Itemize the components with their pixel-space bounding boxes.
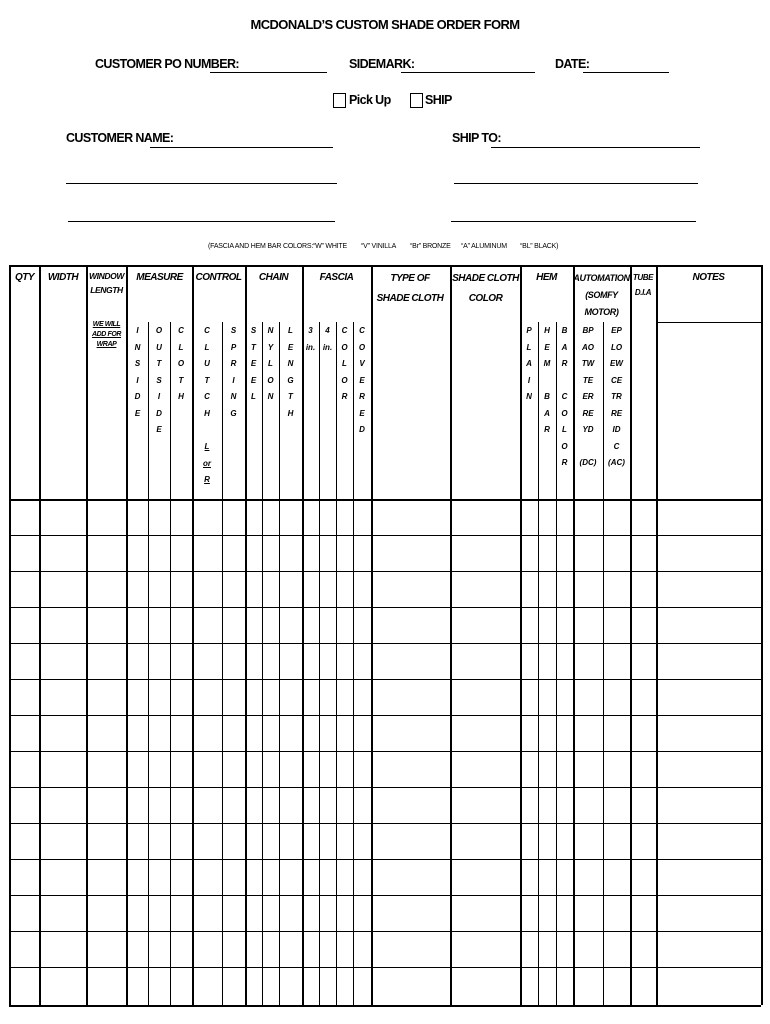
sub-spring: S P R I N G <box>230 326 237 418</box>
table-row <box>9 787 761 788</box>
customer-name-line-3[interactable] <box>68 221 335 222</box>
color-black: “BL” BLACK) <box>520 243 559 250</box>
col-hem: HEM <box>536 272 557 283</box>
ship-to-label: SHIP TO: <box>452 131 501 145</box>
customer-name-field[interactable] <box>150 147 333 148</box>
col-automation: AUTOMATION (SOMFY MOTOR) <box>573 273 630 317</box>
table-row <box>9 715 761 716</box>
sub-fascia-3in: 3 in. <box>305 326 316 352</box>
sub-electric-powered: EP LO EW CE TR RE ID C <box>610 326 623 451</box>
table-column-divider <box>302 265 304 1005</box>
col-window-length: WINDOW LENGTH <box>89 271 124 295</box>
ship-to-field[interactable] <box>491 147 700 148</box>
table-row <box>9 535 761 536</box>
sub-bar-color: B A R C O L O R <box>561 326 568 467</box>
date-label: DATE: <box>555 57 590 71</box>
table-header-bottom <box>9 499 761 501</box>
sub-cloth: C L O T H <box>177 326 185 401</box>
col-type-of-shade-cloth: TYPE OF SHADE CLOTH <box>376 273 444 304</box>
col-tube-dia: TUBE D.I.A <box>632 273 654 297</box>
table-row <box>9 967 761 968</box>
pickup-label: Pick Up <box>349 93 391 107</box>
form-title: MCDONALD’S CUSTOM SHADE ORDER FORM <box>250 17 520 32</box>
ship-to-line-2[interactable] <box>454 183 698 184</box>
customer-po-field[interactable] <box>210 72 327 73</box>
table-column-divider <box>656 265 658 1005</box>
customer-name-line-2[interactable] <box>66 183 337 184</box>
sub-battery-dc: (DC) <box>579 458 597 467</box>
col-notes: NOTES <box>692 272 725 283</box>
table-row <box>9 751 761 752</box>
col-measure: MEASURE <box>136 272 183 283</box>
table-row <box>9 571 761 572</box>
color-bronze: “Br” BRONZE <box>410 243 451 250</box>
table-column-divider <box>450 265 452 1005</box>
table-row <box>9 823 761 824</box>
col-width: WIDTH <box>47 272 79 283</box>
table-column-divider <box>630 265 632 1005</box>
we-will-add-note: WE WILL ADD FOR WRAP <box>91 321 122 348</box>
customer-name-label: CUSTOMER NAME: <box>66 131 174 145</box>
table-row <box>9 607 761 608</box>
col-fascia: FASCIA <box>319 272 354 283</box>
table-subcolumn-divider <box>319 322 320 1005</box>
sub-fascia-color: C O L O R <box>341 326 348 401</box>
table-row <box>9 895 761 896</box>
color-aluminum: “A” ALUMINUM <box>461 243 507 250</box>
pickup-checkbox[interactable] <box>333 93 346 108</box>
color-vanilla: “V” VINILLA <box>361 243 397 250</box>
sidemark-field[interactable] <box>401 72 535 73</box>
ship-to-line-3[interactable] <box>451 221 696 222</box>
sub-outside: O U T S I D E <box>155 326 163 434</box>
sub-steel: S T E E L <box>250 326 257 401</box>
table-subcolumn-divider <box>170 322 171 1005</box>
sub-electric-ac: (AC) <box>608 458 625 467</box>
col-chain: CHAIN <box>258 272 289 283</box>
table-top-border <box>9 265 761 267</box>
sub-hem-bar: H E M B A R <box>543 326 551 434</box>
table-left-border <box>9 265 11 1005</box>
col-control: CONTROL <box>195 272 242 283</box>
sub-hem-plain: P L A I N <box>526 326 532 401</box>
date-field[interactable] <box>583 72 669 73</box>
sidemark-label: SIDEMARK: <box>349 57 415 71</box>
table-right-border <box>761 265 763 1005</box>
colors-note-label: (FASCIA AND HEM BAR COLORS: <box>208 243 314 250</box>
sub-fascia-4in: 4 in. <box>322 326 333 352</box>
color-white: “W” WHITE <box>313 243 347 250</box>
sub-inside: I N S I D E <box>134 326 141 418</box>
ship-label: SHIP <box>425 93 452 107</box>
ship-checkbox[interactable] <box>410 93 423 108</box>
col-shade-cloth-color: SHADE CLOTH COLOR <box>452 273 519 304</box>
table-subcolumn-divider <box>262 322 263 1005</box>
notes-header-divider <box>656 322 761 323</box>
table-row <box>9 643 761 644</box>
table-row <box>9 859 761 860</box>
sub-length: L E N G T H <box>287 326 294 418</box>
table-column-divider <box>371 265 373 1005</box>
sub-fascia-covered: C O V E R E D <box>358 326 366 434</box>
table-bottom-border <box>9 1005 761 1007</box>
sub-nylon: N Y L O N <box>267 326 274 401</box>
col-qty: QTY <box>14 272 35 283</box>
table-subcolumn-divider <box>279 322 280 1005</box>
table-row <box>9 931 761 932</box>
sub-l-or-r: L or R <box>203 442 211 484</box>
table-subcolumn-divider <box>336 322 337 1005</box>
sub-battery-powered: BP AO TW TE ER RE YD <box>581 326 595 434</box>
table-row <box>9 679 761 680</box>
table-column-divider <box>39 265 41 1005</box>
sub-clutch: C L U T C H <box>204 326 210 418</box>
table-column-divider <box>86 265 88 1005</box>
table-subcolumn-divider <box>222 322 223 1005</box>
customer-po-label: CUSTOMER PO NUMBER: <box>95 57 239 71</box>
